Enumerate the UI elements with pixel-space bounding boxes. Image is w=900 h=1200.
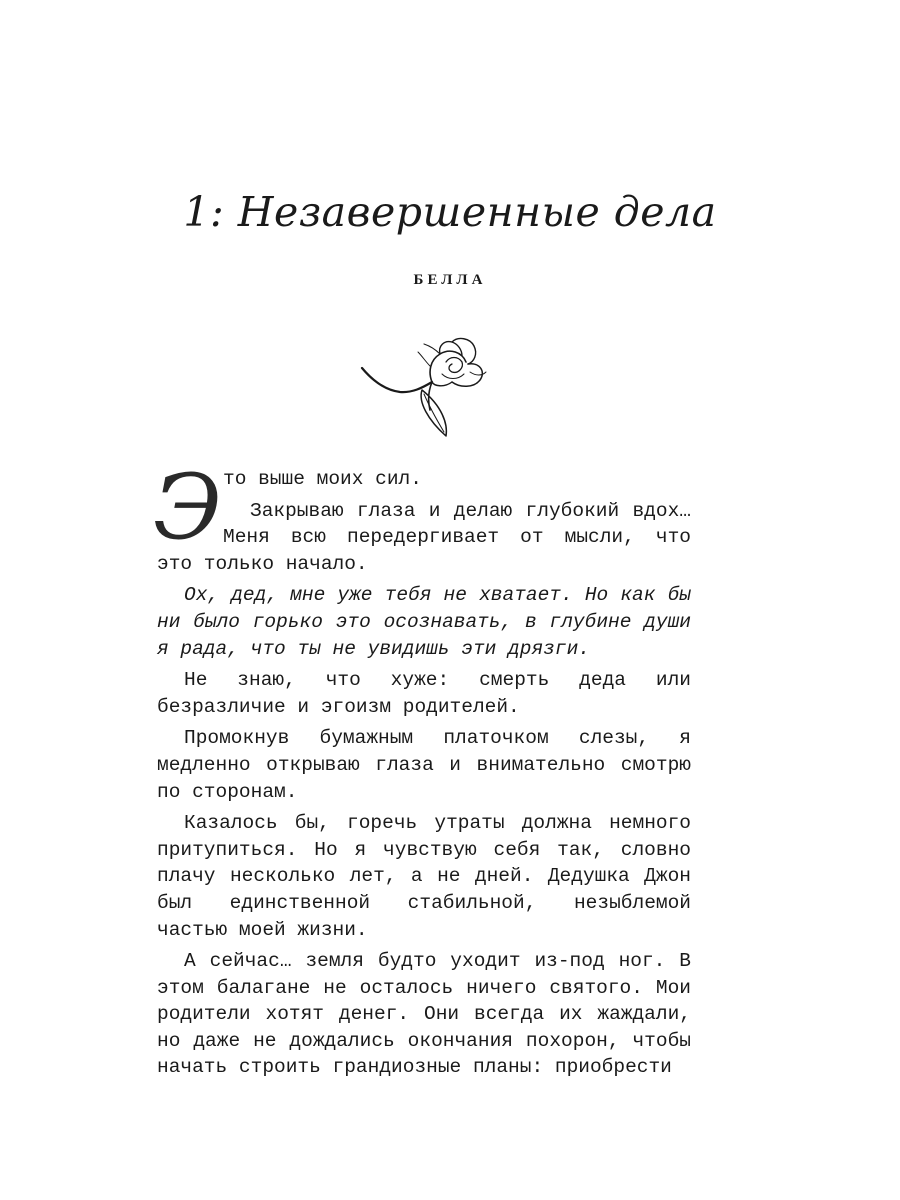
drop-cap: Э [153, 455, 222, 560]
paragraph-6: Казалось бы, горечь утраты должна немного притупиться. Но я чувствую себя так, словно плачу несколько лет, а не дней. Дедушка Джон был единственной стабильной, незыблемой частью моей жизни. [157, 812, 691, 941]
chapter-text [153, 455, 691, 1086]
paragraph-2: Закрываю глаза и делаю глубокий вдох… Меня всю передергивает от мысли, что это только начало. [157, 499, 691, 575]
paragraph-7: А сейчас… земля будто уходит из-под ног. В этом балагане не осталось ничего святого. Мои родители хотят денег. Они всегда их жаждали, но даже не дождались окончания похорон, чтобы начать строить грандиозные планы: приобрести [157, 950, 691, 1079]
pov-character-name: БЕЛЛА [413, 272, 487, 288]
rose-icon [358, 332, 498, 444]
paragraph-1-text: то выше моих сил. [223, 468, 422, 490]
paragraph-4: Не знаю, что хуже: смерть деда или безразличие и эгоизм родителей. [157, 669, 691, 718]
paragraph-5: Промокнув бумажным платочком слезы, я медленно открываю глаза и внимательно смотрю по сторонам. [157, 727, 691, 803]
paragraph-3: Ох, дед, мне уже тебя не хватает. Но как бы ни было горько это осознавать, в глубине души я рада, что ты не увидишь эти дрязги. [157, 584, 691, 660]
chapter-title: 1: Незавершенные дела [183, 188, 717, 236]
